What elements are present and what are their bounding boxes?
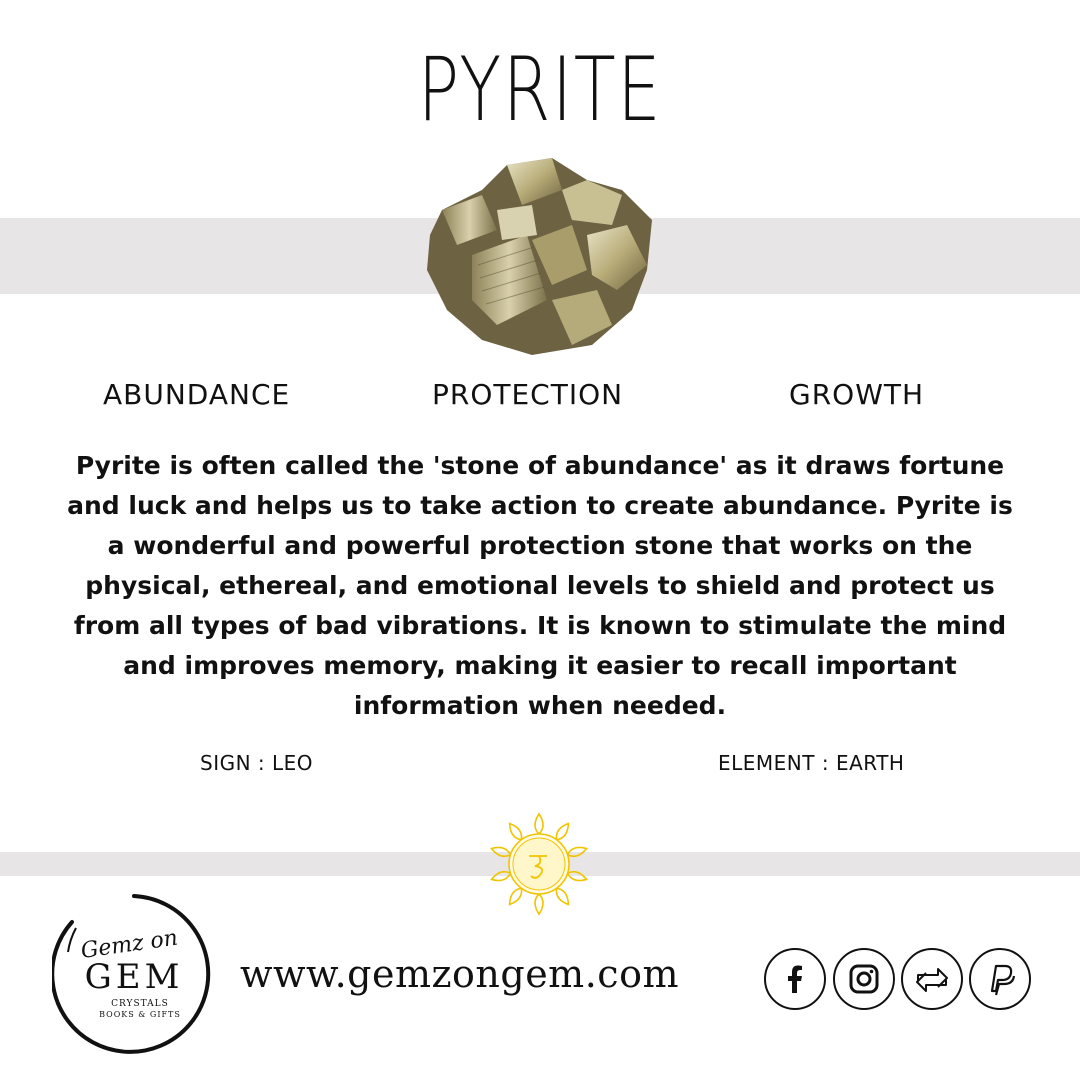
- facebook-button[interactable]: [764, 948, 826, 1010]
- trait-abundance: ABUNDANCE: [103, 378, 291, 411]
- website-link[interactable]: www.gemzongem.com: [240, 952, 679, 996]
- paypal-button[interactable]: [969, 948, 1031, 1010]
- zodiac-sign: SIGN : LEO: [200, 751, 314, 775]
- stone-description: Pyrite is often called the 'stone of abundance' as it draws fortune and luck and helps us to take action to create abundance. Pyrite is a wonderful and powerful protection stone that works on the physical, ethereal, and emotional levels to shield and protect us from all types of bad vibrations. It is known to stimulate the mind and improves memory, making it easier to recall important information when needed.: [67, 451, 1013, 720]
- facebook-icon: [775, 959, 815, 999]
- pyrite-stone-image: [412, 150, 662, 360]
- solar-plexus-chakra-icon: [487, 812, 591, 916]
- transfer-icon: [912, 959, 952, 999]
- trait-protection: PROTECTION: [432, 378, 624, 411]
- instagram-button[interactable]: [833, 948, 895, 1010]
- gemz-on-gem-logo: [52, 892, 216, 1056]
- logo-line-2: BOOKS & GIFTS: [99, 1010, 181, 1019]
- stone-element: ELEMENT : EARTH: [718, 751, 905, 775]
- instagram-icon: [844, 959, 884, 999]
- trait-growth: GROWTH: [789, 378, 925, 411]
- logo-script-text: Gemz on: [79, 925, 180, 964]
- transfer-button[interactable]: [901, 948, 963, 1010]
- logo-line-1: CRYSTALS: [111, 999, 169, 1009]
- paypal-icon: [980, 959, 1020, 999]
- logo-name: GEM: [84, 957, 184, 997]
- page-title: PYRITE: [417, 38, 663, 141]
